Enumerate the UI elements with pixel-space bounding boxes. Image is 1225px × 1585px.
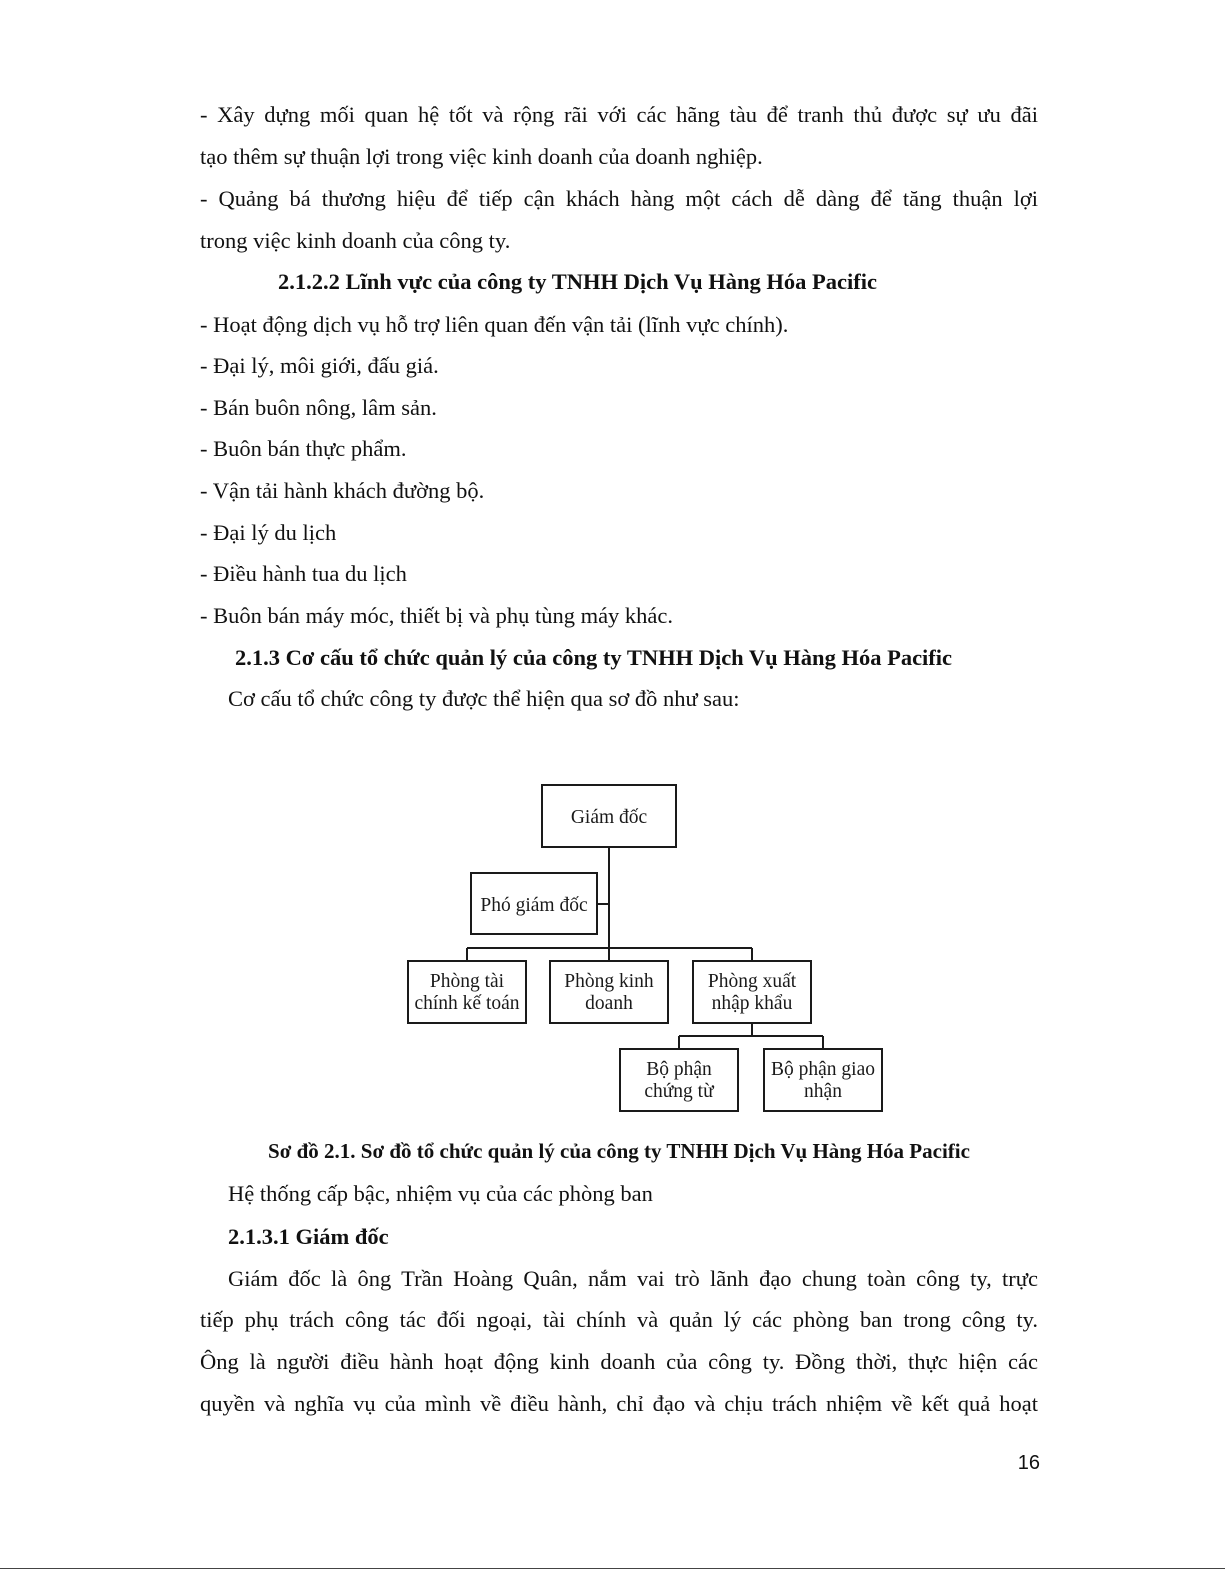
node-label: chứng từ: [644, 1081, 714, 1102]
node-label: Phòng tài: [429, 971, 505, 992]
org-node-business: [550, 961, 668, 1023]
list-item: - Vận tải hành khách đường bộ.: [200, 478, 485, 503]
org-node-import-export: [693, 961, 811, 1023]
list-item: - Đại lý, môi giới, đấu giá.: [200, 353, 439, 378]
paragraph-line: - Quảng bá thương hiệu để tiếp cận khách hàng một cách dễ dàng để tăng thuận lợi: [200, 186, 1038, 211]
list-item: - Đại lý du lịch: [200, 520, 337, 545]
node-label: Phòng xuất: [707, 971, 797, 992]
paragraph-line: tạo thêm sự thuận lợi trong việc kinh doanh của doanh nghiệp.: [200, 144, 763, 169]
section-intro: Cơ cấu tổ chức công ty được thể hiện qua sơ đồ như sau:: [228, 686, 740, 711]
node-label: nhận: [804, 1081, 842, 1102]
node-label: Bộ phận giao: [771, 1059, 875, 1080]
list-item: - Bán buôn nông, lâm sản.: [200, 395, 437, 420]
page-number: 16: [1017, 1452, 1040, 1474]
list-item: - Buôn bán máy móc, thiết bị và phụ tùng máy khác.: [200, 603, 674, 628]
section-heading-2122: 2.1.2.2 Lĩnh vực của công ty TNHH Dịch Vụ Hàng Hóa Pacific: [278, 269, 877, 294]
org-node-deputy: [471, 873, 597, 934]
list-item: - Hoạt động dịch vụ hỗ trợ liên quan đến vận tải (lĩnh vực chính).: [200, 312, 789, 337]
node-label: Giám đốc: [570, 807, 648, 828]
hierarchy-intro: Hệ thống cấp bậc, nhiệm vụ của các phòng ban: [228, 1181, 653, 1206]
paragraph-line: trong việc kinh doanh của công ty.: [200, 228, 511, 253]
paragraph-line: tiếp phụ trách công tác đối ngoại, tài chính và quản lý các phòng ban trong công ty.: [200, 1307, 1038, 1332]
section-heading-2131: 2.1.3.1 Giám đốc: [228, 1224, 389, 1249]
org-node-documents: [620, 1049, 738, 1111]
list-item: - Điều hành tua du lịch: [200, 561, 407, 586]
list-item: - Buôn bán thực phẩm.: [200, 436, 407, 461]
org-node-finance: [408, 961, 526, 1023]
section-heading-213: 2.1.3 Cơ cấu tổ chức quản lý của công ty TNHH Dịch Vụ Hàng Hóa Pacific: [235, 645, 953, 670]
node-label: nhập khẩu: [711, 993, 793, 1014]
org-node-delivery: [764, 1049, 882, 1111]
figure-caption: Sơ đồ 2.1. Sơ đồ tổ chức quản lý của công ty TNHH Dịch Vụ Hàng Hóa Pacific: [268, 1139, 970, 1163]
node-label: chính kế toán: [414, 993, 520, 1014]
paragraph-line: quyền và nghĩa vụ của mình về điều hành, chỉ đạo và chịu trách nhiệm về kết quả hoạt: [200, 1391, 1038, 1416]
paragraph-line: Giám đốc là ông Trần Hoàng Quân, nắm vai trò lãnh đạo chung toàn công ty, trực: [228, 1266, 1038, 1291]
node-label: doanh: [585, 993, 633, 1014]
org-node-director: [542, 785, 676, 847]
node-label: Phó giám đốc: [480, 895, 588, 916]
node-label: Bộ phận: [646, 1059, 712, 1080]
node-label: Phòng kinh: [564, 971, 654, 992]
page-bottom-rule: [0, 1568, 1225, 1569]
paragraph-line: Ông là người điều hành hoạt động kinh doanh của công ty. Đồng thời, thực hiện các: [200, 1349, 1038, 1374]
paragraph-line: - Xây dựng mối quan hệ tốt và rộng rãi với các hãng tàu để tranh thủ được sự ưu đãi: [200, 102, 1038, 127]
